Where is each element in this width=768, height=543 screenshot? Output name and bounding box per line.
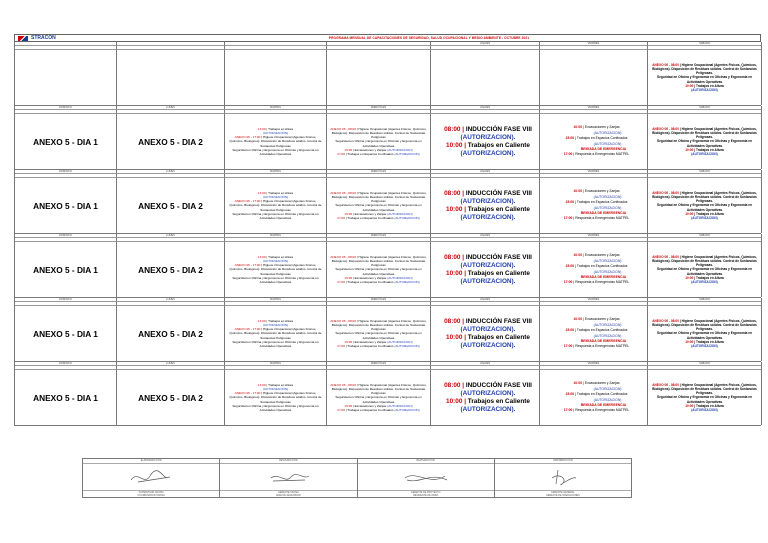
monday-cell: ANEXO 5 - DIA 2 — [117, 114, 225, 169]
day-header-row: DOMINGO LUNES MARTES MIÉRCOLES JUEVES VIERNES SÁBADO — [14, 106, 761, 110]
friday-cell: 10:00 | Excavaciones y Zanjas (AUTORIZACION) 15:00 | Trabajos en Espacios Confinados (AUTORIZACION) BRIGADA DE EMERGENCIA 17:00 | Respuesta a Emergencias MATPEL — [540, 242, 648, 297]
tuesday-cell: 13:00 | Trabajos en Altura (AUTORIZACION) ANEXO 06 - 17:00 | Higiene Ocupacional (Agentes Físicos, Químicos, Biológicos). Disposición de Residuos sólidos. Control de Sustancias Peligrosas Seguridad en Oficina y Ergonomía en Oficinas y Ergonomía en Actividades Operativas — [225, 306, 327, 361]
company-logo — [15, 35, 98, 41]
day-header-row: JUEVES VIERNES SÁBADO — [14, 42, 761, 46]
wednesday-cell: ANEXO 06 - 08:00 | Higiene Ocupacional (Agentes Físicos, Químicos, Biológicos). Disposición de Residuos sólidos. Control de Sustancias Peligrosas Seguridad en Oficina y Ergonomía en Oficinas y Ergonomía en Actividades Operativas 15:00 | Excavaciones y Zanjas (AUTORIZACION) 17:00 | Trabajos en Espacios Confinados (AUTORIZACION) — [327, 242, 431, 297]
sunday-cell: ANEXO 5 - DIA 1 — [15, 114, 117, 169]
day-header-row: DOMINGO LUNES MARTES MIÉRCOLES JUEVES VIERNES SÁBADO — [14, 298, 761, 302]
monday-cell: ANEXO 5 - DIA 2 — [117, 242, 225, 297]
signature-box: ELABORADO POR SUPERVISOR SSOMA COORDINADOR SSOMA — [83, 459, 220, 497]
monday-cell: ANEXO 5 - DIA 2 — [117, 178, 225, 233]
tuesday-cell: 13:00 | Trabajos en Altura (AUTORIZACION) ANEXO 06 - 17:00 | Higiene Ocupacional (Agentes Físicos, Químicos, Biológicos). Disposición de Residuos sólidos. Control de Sustancias Peligrosas Seguridad en Oficina y Ergonomía en Oficinas y Ergonomía en Actividades Operativas — [225, 114, 327, 169]
thursday-cell: 08:00 | INDUCCIÓN FASE VIII (AUTORIZACION). 10:00 | Trabajos en Caliente (AUTORIZACION). — [431, 306, 540, 361]
tuesday-cell: 13:00 | Trabajos en Altura (AUTORIZACION) ANEXO 06 - 17:00 | Higiene Ocupacional (Agentes Físicos, Químicos, Biológicos). Disposición de Residuos sólidos. Control de Sustancias Peligrosas Seguridad en Oficina y Ergonomía en Oficinas y Ergonomía en Actividades Operativas — [225, 370, 327, 425]
saturday-cell: ANEXO 06 - 08:00 | Higiene Ocupacional (Agentes Físicos, Químicos, Biológicos). Disposición de Residuos sólidos. Control de Sustancias Peligrosas. Seguridad en Oficina y Ergonomía en Oficinas y Ergonomía en Actividades Operativas 10:00 | Trabajos en Altura (AUTORIZACION) — [648, 242, 762, 297]
signature-box: REVISADO POR GERENTE SSOMA JEFE DE SEGURIDAD — [220, 459, 357, 497]
saturday-cell: ANEXO 06 - 08:00 | Higiene Ocupacional (Agentes Físicos, Químicos, Biológicos). Disposición de Residuos sólidos. Control de Sustancias Peligrosas. Seguridad en Oficina y Ergonomía en Oficinas y Ergonomía en Actividades Operativas 10:00 | Trabajos en Altura (AUTORIZACION) — [648, 370, 762, 425]
tuesday-cell: 13:00 | Trabajos en Altura (AUTORIZACION) ANEXO 06 - 17:00 | Higiene Ocupacional (Agentes Físicos, Químicos, Biológicos). Disposición de Residuos sólidos. Control de Sustancias Peligrosas Seguridad en Oficina y Ergonomía en Oficinas y Ergonomía en Actividades Operativas — [225, 178, 327, 233]
signature-box: REVISADO POR GERENTE DE PROYECTO RESIDENTE DE OBRA — [358, 459, 495, 497]
friday-cell: 10:00 | Excavaciones y Zanjas (AUTORIZACION) 15:00 | Trabajos en Espacios Confinados (AUTORIZACION) BRIGADA DE EMERGENCIA 17:00 | Respuesta a Emergencias MATPEL — [540, 370, 648, 425]
wednesday-cell: ANEXO 06 - 08:00 | Higiene Ocupacional (Agentes Físicos, Químicos, Biológicos). Disposición de Residuos sólidos. Control de Sustancias Peligrosas Seguridad en Oficina y Ergonomía en Oficinas y Ergonomía en Actividades Operativas 15:00 | Excavaciones y Zanjas (AUTORIZACION) 17:00 | Trabajos en Espacios Confinados (AUTORIZACION) — [327, 306, 431, 361]
week-row — [14, 178, 761, 234]
monday-cell: ANEXO 5 - DIA 2 — [117, 370, 225, 425]
week-row — [14, 370, 761, 426]
tuesday-cell: 13:00 | Trabajos en Altura (AUTORIZACION) ANEXO 06 - 17:00 | Higiene Ocupacional (Agentes Físicos, Químicos, Biológicos). Disposición de Residuos sólidos. Control de Sustancias Peligrosas Seguridad en Oficina y Ergonomía en Oficinas y Ergonomía en Actividades Operativas — [225, 242, 327, 297]
sunday-cell: ANEXO 5 - DIA 1 — [15, 178, 117, 233]
day-header-row: DOMINGO LUNES MARTES MIÉRCOLES JUEVES VIERNES SÁBADO — [14, 170, 761, 174]
signature-image — [126, 468, 176, 486]
sunday-cell: ANEXO 5 - DIA 1 — [15, 242, 117, 297]
week-row — [14, 114, 761, 170]
document-header — [14, 34, 761, 42]
monday-cell: ANEXO 5 - DIA 2 — [117, 306, 225, 361]
thursday-cell: 08:00 | INDUCCIÓN FASE VIII (AUTORIZACION). 10:00 | Trabajos en Caliente (AUTORIZACION). — [431, 370, 540, 425]
signature-image — [263, 468, 313, 486]
thursday-cell: 08:00 | INDUCCIÓN FASE VIII (AUTORIZACION). 10:00 | Trabajos en Caliente (AUTORIZACION). — [431, 178, 540, 233]
week-row — [14, 306, 761, 362]
saturday-cell: ANEXO 06 - 08:00 | Higiene Ocupacional (Agentes Físicos, Químicos, Biológicos). Disposición de Residuos sólidos. Control de Sustancias Peligrosas. Seguridad en Oficina y Ergonomía en Oficinas y Ergonomía en Actividades Operativas 10:00 | Trabajos en Altura (AUTORIZACION) — [648, 114, 762, 169]
week-row — [14, 242, 761, 298]
sunday-cell: ANEXO 5 - DIA 1 — [15, 306, 117, 361]
saturday-cell: ANEXO 06 - 08:00 | Higiene Ocupacional (Agentes Físicos, Químicos, Biológicos). Disposición de Residuos sólidos. Control de Sustancias Peligrosas. Seguridad en Oficina y Ergonomía en Oficinas y Ergonomía en Actividades Operativas 10:00 | Trabajos en Altura (AUTORIZACION) — [648, 306, 762, 361]
signature-image — [401, 468, 451, 486]
signature-block — [82, 458, 632, 498]
day-header-row: DOMINGO LUNES MARTES MIÉRCOLES JUEVES VIERNES SÁBADO — [14, 234, 761, 238]
friday-cell: 10:00 | Excavaciones y Zanjas (AUTORIZACION) 15:00 | Trabajos en Espacios Confinados (AUTORIZACION) BRIGADA DE EMERGENCIA 17:00 | Respuesta a Emergencias MATPEL — [540, 178, 648, 233]
saturday-cell: ANEXO 06 - 08:00 | Higiene Ocupacional (Agentes Físicos, Químicos, Biológicos). Disposición de Residuos sólidos. Control de Sustancias Peligrosas. Seguridad en Oficina y Ergonomía en Oficinas y Ergonomía en Actividades Operativas 10:00 | Trabajos en Altura (AUTORIZACION) — [648, 50, 762, 105]
document-title: PROGRAMA MENSUAL DE CAPACITACIONES DE SEGURIDAD, SALUD OCUPACIONAL Y MEDIO AMBIENTE - OCTUBRE 2021 — [328, 36, 530, 40]
friday-cell: 10:00 | Excavaciones y Zanjas (AUTORIZACION) 15:00 | Trabajos en Espacios Confinados (AUTORIZACION) BRIGADA DE EMERGENCIA 17:00 | Respuesta a Emergencias MATPEL — [540, 114, 648, 169]
signature-box: APROBADO POR GERENTE GENERAL GERENTE DE OPERACIONES — [495, 459, 631, 497]
wednesday-cell: ANEXO 06 - 08:00 | Higiene Ocupacional (Agentes Físicos, Químicos, Biológicos). Disposición de Residuos sólidos. Control de Sustancias Peligrosas Seguridad en Oficina y Ergonomía en Oficinas y Ergonomía en Actividades Operativas 15:00 | Excavaciones y Zanjas (AUTORIZACION) 17:00 | Trabajos en Espacios Confinados (AUTORIZACION) — [327, 178, 431, 233]
logo-text: STRACON — [31, 35, 56, 41]
thursday-cell: 08:00 | INDUCCIÓN FASE VIII (AUTORIZACION). 10:00 | Trabajos en Caliente (AUTORIZACION). — [431, 114, 540, 169]
week-row — [14, 50, 761, 106]
stracon-logo-icon — [18, 36, 28, 41]
thursday-cell: 08:00 | INDUCCIÓN FASE VIII (AUTORIZACION). 10:00 | Trabajos en Caliente (AUTORIZACION). — [431, 242, 540, 297]
friday-cell: 10:00 | Excavaciones y Zanjas (AUTORIZACION) 15:00 | Trabajos en Espacios Confinados (AUTORIZACION) BRIGADA DE EMERGENCIA 17:00 | Respuesta a Emergencias MATPEL — [540, 306, 648, 361]
wednesday-cell: ANEXO 06 - 08:00 | Higiene Ocupacional (Agentes Físicos, Químicos, Biológicos). Disposición de Residuos sólidos. Control de Sustancias Peligrosas Seguridad en Oficina y Ergonomía en Oficinas y Ergonomía en Actividades Operativas 15:00 | Excavaciones y Zanjas (AUTORIZACION) 17:00 | Trabajos en Espacios Confinados (AUTORIZACION) — [327, 114, 431, 169]
signature-image — [538, 468, 588, 486]
wednesday-cell: ANEXO 06 - 08:00 | Higiene Ocupacional (Agentes Físicos, Químicos, Biológicos). Disposición de Residuos sólidos. Control de Sustancias Peligrosas Seguridad en Oficina y Ergonomía en Oficinas y Ergonomía en Actividades Operativas 15:00 | Excavaciones y Zanjas (AUTORIZACION) 17:00 | Trabajos en Espacios Confinados (AUTORIZACION) — [327, 370, 431, 425]
day-header-row: DOMINGO LUNES MARTES MIÉRCOLES JUEVES VIERNES SÁBADO — [14, 362, 761, 366]
saturday-cell: ANEXO 06 - 08:00 | Higiene Ocupacional (Agentes Físicos, Químicos, Biológicos). Disposición de Residuos sólidos. Control de Sustancias Peligrosas. Seguridad en Oficina y Ergonomía en Oficinas y Ergonomía en Actividades Operativas 10:00 | Trabajos en Altura (AUTORIZACION) — [648, 178, 762, 233]
sunday-cell: ANEXO 5 - DIA 1 — [15, 370, 117, 425]
